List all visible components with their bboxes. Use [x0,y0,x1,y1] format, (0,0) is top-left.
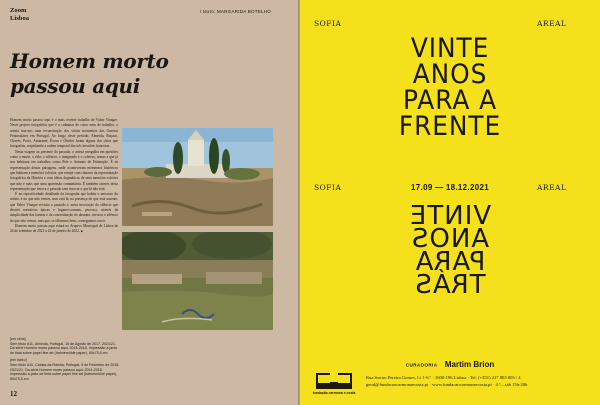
mirror-line-4: TRÁS [414,270,486,300]
title-line-3: PARA A [402,85,498,116]
caption-top: [em cima] Sem título #11, Almeida, Portugal, 16 de Agosto de 2017, 2021/21. Da série Homem morto passou aqui, 2014-2018. Impressão a jacto de tinta sobre papel fine art (hahnemühle paper), 80x75,5 cm [10,337,118,355]
curator-name: Martim Brion [444,360,495,370]
artist-first-name-top: SOFIA [314,19,342,28]
curator-label: CURADORIA [405,362,438,368]
contact-web: geral@fundacaocarmonaecosta.pt · www.fundacaocarmonaecosta.pt · 4.ª—sáb 15h-20h [366,381,528,387]
section-line-2: Lisboa [10,15,30,22]
mirrored-title [300,201,600,300]
paragraph-4 [10,224,118,235]
exhibition-dates: 17.09 — 18.12.2021 [411,183,489,192]
ad-footer [310,371,590,399]
paragraph-2: Nesta viagem ao presente do passado, o artista mergulha em questões como a morte, a vida, o silêncio, o imaginado e o coletivo, temas a que já nos habituou em trabalhos como Pele e Animais de Estimação. É na representação destas paisagens, onde aconteceram momentos históricos que habitam a memória coletiva, que rompe com cânones da representação fotográfica da História e com ideias dogmáticas de uma memória coletiva que não é mais que uma apreensão comunitária. É também através desta representação que invoca o passado sem invocar o que lá não está. [10,149,118,191]
mirror-line-1: VINTE [408,201,492,231]
exhibition-ad-page [300,0,600,405]
headline-line-2: passou aqui [10,74,141,98]
foundation-logo [310,371,358,399]
mirror-line-3: PARA [414,247,486,277]
photo-ruins [122,232,273,330]
artist-last-name-mid: AREAL [537,183,567,192]
byline: / texto: MARGARIDA BOTELHO [200,9,272,14]
title-line-1: VINTE [410,33,490,64]
section-label [10,7,29,23]
contact-info [366,375,588,388]
exhibition-title [312,33,588,142]
contact-address: Rua Soeiro Pereira Gomes, Lt 1-6.º · 1600-196 Lisboa · Tel. (+351) 217 803 003 / 4 [366,375,521,380]
photo-captions [10,337,120,384]
page-number: 12 [10,390,17,398]
title-line-4: FRENTE [398,111,502,142]
title-line-2: ANOS [412,59,488,90]
headline-line-1: Homem morto [10,49,169,73]
paragraph-1: Homem morto passou aqui é o mais recente trabalho de Valter Vinagre. Neste projeto fotográfico que é o culminar de cinco anos de trabalho, o artista traz-nos uma reconstrução dos vários momentos das Guerras Peninsulares em Portugal. Ao longo deste período, Almeida, Buçaco, Chaves, Porto, Amarante, Évora e Óbidos foram alguns dos sítios que fotografou, respeitando a ordem temporal das três invasões francesas. [10,118,118,149]
artist-last-name-top: AREAL [537,19,567,28]
foundation-name: fundação carmona e costa [312,391,356,395]
caption-bottom: [em baixo] Sem título #10, Caldas da Rainha, Portugal, 9 de Fevereiro de 2018, 2021/21. Da série Homem morto passou aqui, 2014-2018. Impressão a jacto de tinta sobre papel fine art (hahnemühle paper), 80x75,5 cm [10,358,120,381]
end-mark: ∎ [80,229,83,234]
section-line-1: Zoom [10,7,27,14]
photo-cemetery [122,128,273,226]
article-text [10,118,118,235]
artist-first-name-mid: SOFIA [314,183,342,192]
article-headline [10,49,280,99]
foundation-logo-mark [316,373,352,389]
paragraph-4-text: Homem morto passou aqui estará no Arquivo Municipal de Lisboa de 24 de setembro de 2021 a 22 de janeiro de 2022. [10,223,118,234]
mirror-line-2: ANOS [410,224,490,254]
paragraph-3: É na especificidade detalhada da fotografia que habita o universo do artista, é no que não vemos, mas está lá, na presença do que está ausente, que Valter Vinagre revisita o passado e, nesta invocação do silêncio que destrói narrativas épicas e lugares-comuns, provoca, através da simplicidade das formas e da concretização do abstrato, invocar o silêncio do que não vemos, mas que, se olharmos bem, conseguimos ouvir. [10,192,118,223]
